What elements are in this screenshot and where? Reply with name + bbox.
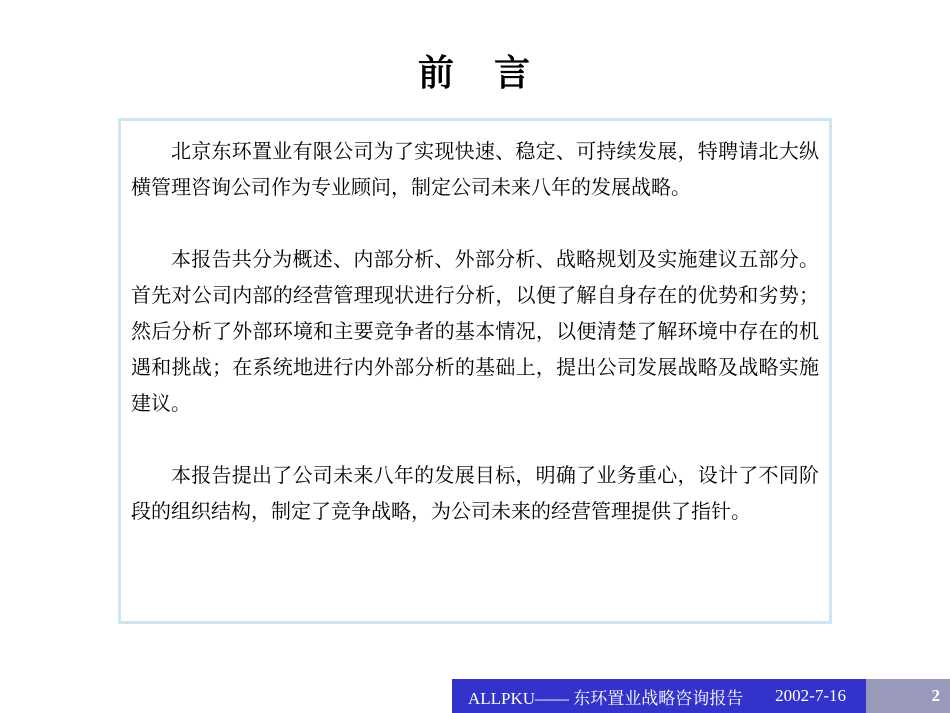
slide-title: 前 言 [417, 53, 532, 94]
content-box [118, 118, 832, 624]
paragraph-structure: 本报告共分为概述、内部分析、外部分析、战略规划及实施建议五部分。首先对公司内部的经营管理现状进行分析，以便了解自身存在的优势和劣势；然后分析了外部环境和主要竞争者的基本情况，以便清楚了解环境中存在的机遇和挑战；在系统地进行内外部分析的基础上，提出公司发展战略及战略实施建议。 [131, 247, 819, 415]
paragraph-intro: 北京东环置业有限公司为了实现快速、稳定、可持续发展，特聘请北大纵横管理咨询公司作为专业顾问，制定公司未来八年的发展战略。 [131, 139, 819, 199]
footer-bar [452, 679, 950, 713]
footer-label: ALLPKU—— 东环置业战略咨询报告 [468, 688, 744, 708]
paragraph-conclusion: 本报告提出了公司未来八年的发展目标，明确了业务重心，设计了不同阶段的组织结构，制定了竞争战略，为公司未来的经营管理提供了指针。 [131, 463, 819, 523]
footer-date: 2002-7-16 [775, 686, 846, 705]
page-number: 2 [866, 679, 950, 713]
